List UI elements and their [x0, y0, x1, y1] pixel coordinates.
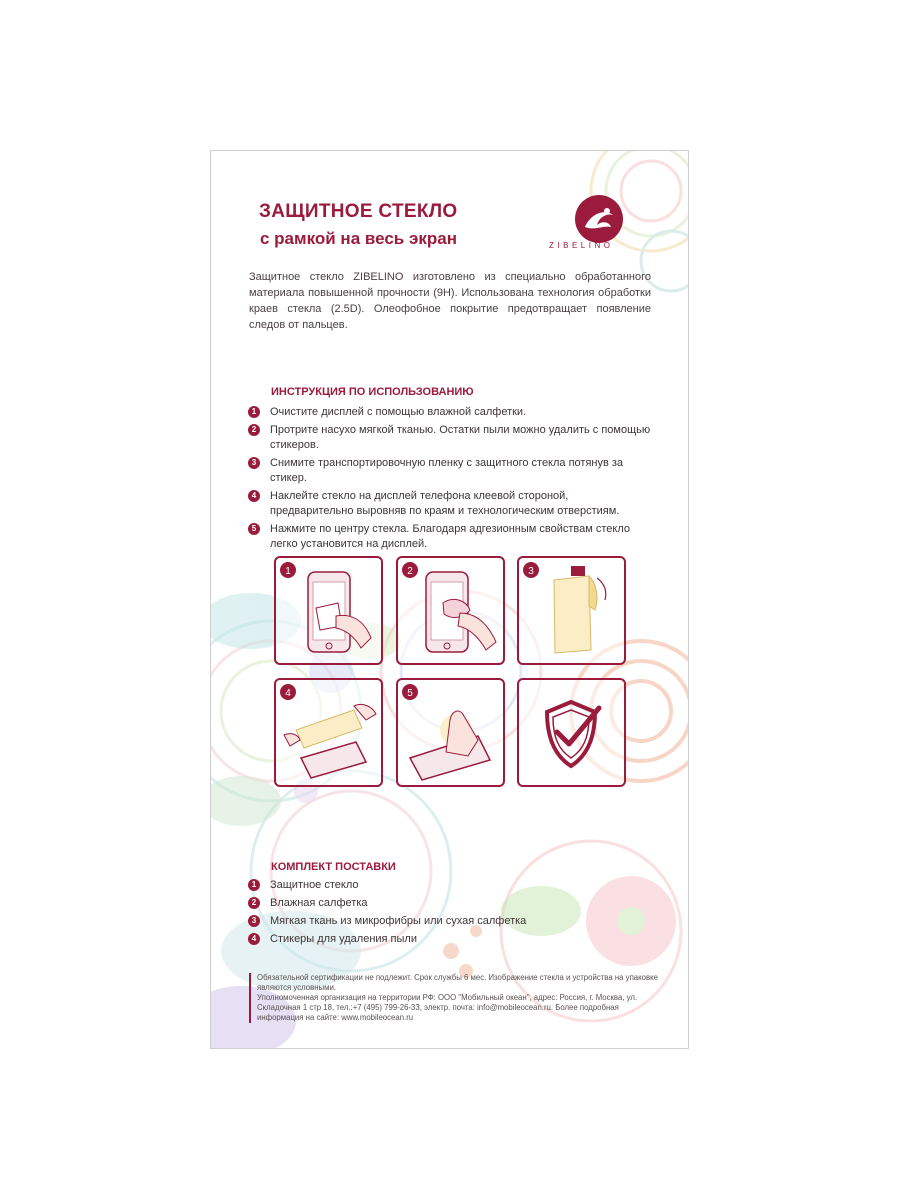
apply-glass-icon	[276, 680, 381, 785]
step-text: Протрите насухо мягкой тканью. Остатки пыли можно удалить с помощью стикеров.	[270, 424, 651, 451]
item-number: 1	[248, 879, 260, 891]
item-text: Влажная салфетка	[270, 897, 368, 909]
certification-note: Обязательной сертификации не подлежит. Срок службы 6 мес. Изображение стекла и устройства на упаковке являются условными.	[257, 973, 658, 992]
illustration-label: 4	[285, 688, 291, 699]
step-number: 3	[248, 457, 260, 469]
item-number: 2	[248, 897, 260, 909]
illustration-step-3	[517, 556, 626, 665]
importer-info: Уполномоченная организация на территории РФ: ООО "Мобильный океан", адрес: Россия, г. Москва, ул. Складочная 1 стр 18, тел.:+7 (495) 799-26-33, электр. почта: info@mobileocean.ru. Более подробная информация на сайте: www.mobileocean.ru	[257, 993, 638, 1022]
list-item	[248, 522, 653, 552]
press-center-icon	[398, 680, 503, 785]
illustration-label: 1	[285, 566, 291, 577]
step-number: 2	[248, 424, 260, 436]
step-text: Очистите дисплей с помощью влажной салфетки.	[270, 406, 527, 418]
list-item	[248, 896, 588, 911]
step-text: Снимите транспортировочную пленку с защитного стекла потянув за стикер.	[270, 457, 624, 484]
illustration-label: 2	[407, 566, 413, 577]
intro-paragraph: Защитное стекло ZIBELINO изготовлено из специально обработанного материала повышенной прочности (9H). Использована технология обработки краев стекла (2.5D). Олеофобное покрытие предотвращает появление следов от пальцев.	[249, 271, 651, 331]
legal-footer	[249, 973, 661, 1023]
step-text: Наклейте стекло на дисплей телефона клеевой стороной, предварительно выровняв по краям и технологическим отверстиям.	[270, 490, 620, 517]
list-item	[248, 489, 653, 519]
step-number: 5	[248, 523, 260, 535]
list-item	[248, 456, 653, 486]
list-item	[248, 914, 588, 929]
zibelino-logo-icon	[571, 191, 627, 247]
page-title: ЗАЩИТНОЕ СТЕКЛО	[259, 201, 458, 222]
item-text: Стикеры для удаления пыли	[270, 933, 417, 945]
illustration-step-4	[274, 678, 383, 787]
illustration-label: 5	[407, 688, 413, 699]
step-number: 1	[248, 406, 260, 418]
kit-heading: КОМПЛЕКТ ПОСТАВКИ	[271, 861, 396, 873]
list-item	[248, 405, 653, 420]
dry-cloth-icon	[398, 558, 503, 663]
kit-list	[248, 878, 588, 950]
item-text: Защитное стекло	[270, 879, 359, 891]
list-item	[248, 878, 588, 893]
illustration-label: 3	[528, 566, 534, 577]
step-number: 4	[248, 490, 260, 502]
wipe-phone-icon	[276, 558, 381, 663]
peel-film-icon	[519, 558, 624, 663]
page-subtitle: с рамкой на весь экран	[260, 229, 457, 248]
step-text: Нажмите по центру стекла. Благодаря адгезионным свойствам стекло легко установится на дисплей.	[270, 523, 631, 550]
list-item	[248, 423, 653, 453]
brand-name: ZIBELINO	[549, 241, 614, 250]
illustration-result	[517, 678, 626, 787]
item-number: 3	[248, 915, 260, 927]
instruction-card	[210, 150, 689, 1049]
instructions-list	[248, 405, 653, 555]
illustration-step-2	[396, 556, 505, 665]
illustration-step-1	[274, 556, 383, 665]
item-number: 4	[248, 933, 260, 945]
list-item	[248, 932, 588, 947]
instructions-heading: ИНСТРУКЦИЯ ПО ИСПОЛЬЗОВАНИЮ	[271, 386, 474, 398]
shield-check-icon	[519, 680, 624, 785]
item-text: Мягкая ткань из микрофибры или сухая салфетка	[270, 915, 527, 927]
illustration-step-5	[396, 678, 505, 787]
